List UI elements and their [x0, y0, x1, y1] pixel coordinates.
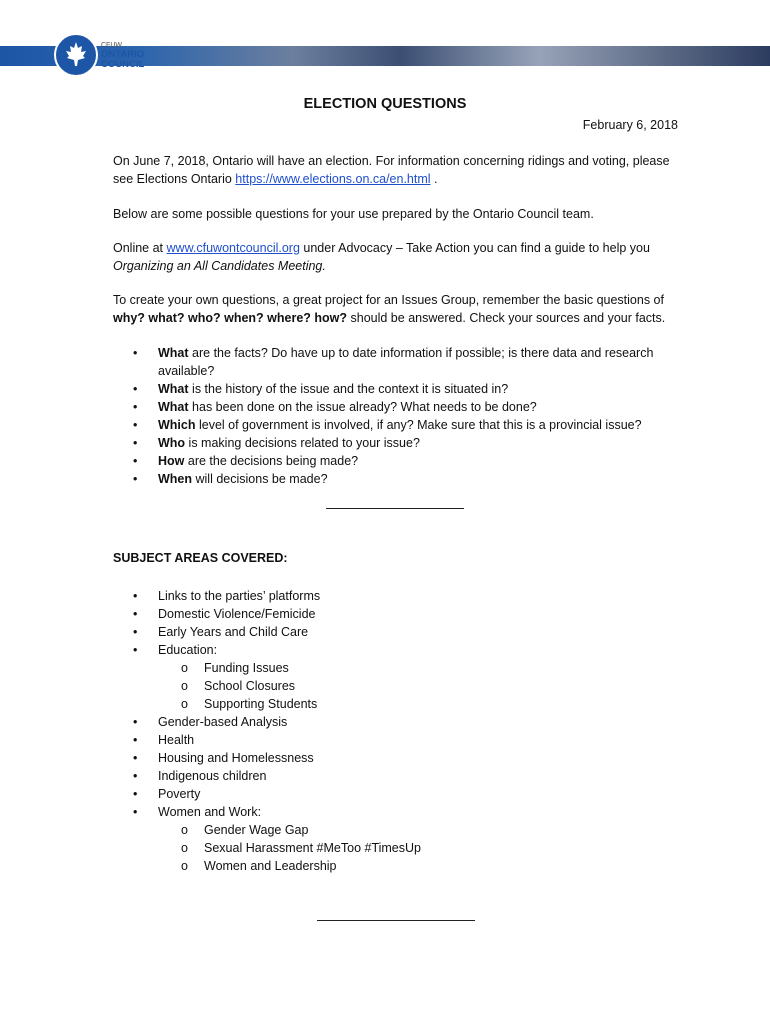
sub-list-item: o Gender Wage Gap — [113, 821, 679, 839]
question-text: will decisions be made? — [192, 472, 328, 486]
list-item — [113, 434, 679, 452]
question-text: are the decisions being made? — [184, 454, 359, 468]
subject-heading — [113, 549, 679, 567]
question-keyword: Who — [158, 436, 186, 450]
list-item: • Domestic Violence/Femicide — [113, 605, 679, 623]
list-item: • Gender-based Analysis — [113, 713, 679, 731]
logo-line1: CFUW — [101, 42, 122, 49]
basic-questions-start: To create your own questions, a great project for an Issues Group, remember the basic questions of — [113, 293, 664, 307]
question-text: has been done on the issue already? What needs to be done? — [188, 400, 537, 414]
divider-line — [326, 508, 464, 509]
question-keyword: Which — [158, 418, 196, 432]
questions-intro-text: Below are some possible questions for your use prepared by the Ontario Council team. — [113, 207, 594, 221]
question-text: is making decisions related to your issue? — [185, 436, 420, 450]
sub-list-item: o Funding Issues — [113, 659, 679, 677]
list-item — [113, 452, 679, 470]
question-keyword: What — [158, 400, 189, 414]
cfuw-logo — [54, 33, 146, 81]
basic-questions-end: should be answered. Check your sources and your facts. — [347, 311, 666, 325]
list-item: • Poverty — [113, 785, 679, 803]
list-item: • Women and Work: — [113, 803, 679, 821]
intro-paragraph — [113, 152, 679, 188]
question-text: is the history of the issue and the context it is situated in? — [188, 382, 509, 396]
question-keyword: What — [158, 346, 189, 360]
logo-line3: COUNCIL — [101, 59, 145, 70]
sub-list-item: o School Closures — [113, 677, 679, 695]
list-item — [113, 344, 679, 380]
question-text: level of government is involved, if any? Make sure that this is a provincial issue? — [195, 418, 642, 432]
basic-questions-bold: why? what? who? when? where? how? — [113, 311, 348, 325]
guide-text-start: Online at — [113, 241, 167, 255]
basic-questions-paragraph — [113, 291, 679, 327]
elections-ontario-link[interactable]: https://www.elections.on.ca/en.html — [235, 172, 431, 186]
question-keyword: How — [158, 454, 185, 468]
list-item — [113, 416, 679, 434]
list-item — [113, 470, 679, 488]
questions-list — [113, 344, 679, 488]
question-text: are the facts? Do have up to date information if possible; is there data and research available? — [158, 346, 654, 378]
divider-line — [317, 920, 475, 921]
logo-text — [101, 41, 144, 70]
list-item — [113, 380, 679, 398]
list-item: • Housing and Homelessness — [113, 749, 679, 767]
guide-text-mid: under Advocacy – Take Action you can find a guide to help you — [299, 241, 650, 255]
guide-paragraph — [113, 239, 679, 275]
list-item: • Education: — [113, 641, 679, 659]
subject-heading-text: SUBJECT AREAS COVERED: — [113, 551, 288, 565]
page-title: ELECTION QUESTIONS — [303, 96, 467, 112]
list-item: • Early Years and Child Care — [113, 623, 679, 641]
subjects-list — [113, 587, 679, 875]
sub-list-item: o Supporting Students — [113, 695, 679, 713]
question-keyword: When — [158, 472, 193, 486]
guide-title: Organizing an All Candidates Meeting. — [113, 259, 326, 273]
document-date: February 6, 2018 — [582, 118, 678, 132]
list-item — [113, 398, 679, 416]
sub-list-item: o Sexual Harassment #MeToo #TimesUp — [113, 839, 679, 857]
list-item: • Indigenous children — [113, 767, 679, 785]
cfuw-council-link[interactable]: www.cfuwontcouncil.org — [166, 241, 300, 255]
list-item: • Health — [113, 731, 679, 749]
sub-list-item: o Women and Leadership — [113, 857, 679, 875]
intro-end: . — [430, 172, 438, 186]
maple-leaf-icon — [54, 33, 98, 77]
question-keyword: What — [158, 382, 189, 396]
intro-text: On June 7, 2018, Ontario will have an election. For information concerning ridings and voting, please see Elections Ontario — [113, 154, 670, 186]
questions-intro — [113, 205, 679, 223]
logo-line2: ONTARIO — [101, 49, 145, 60]
list-item: • Links to the parties’ platforms — [113, 587, 679, 605]
